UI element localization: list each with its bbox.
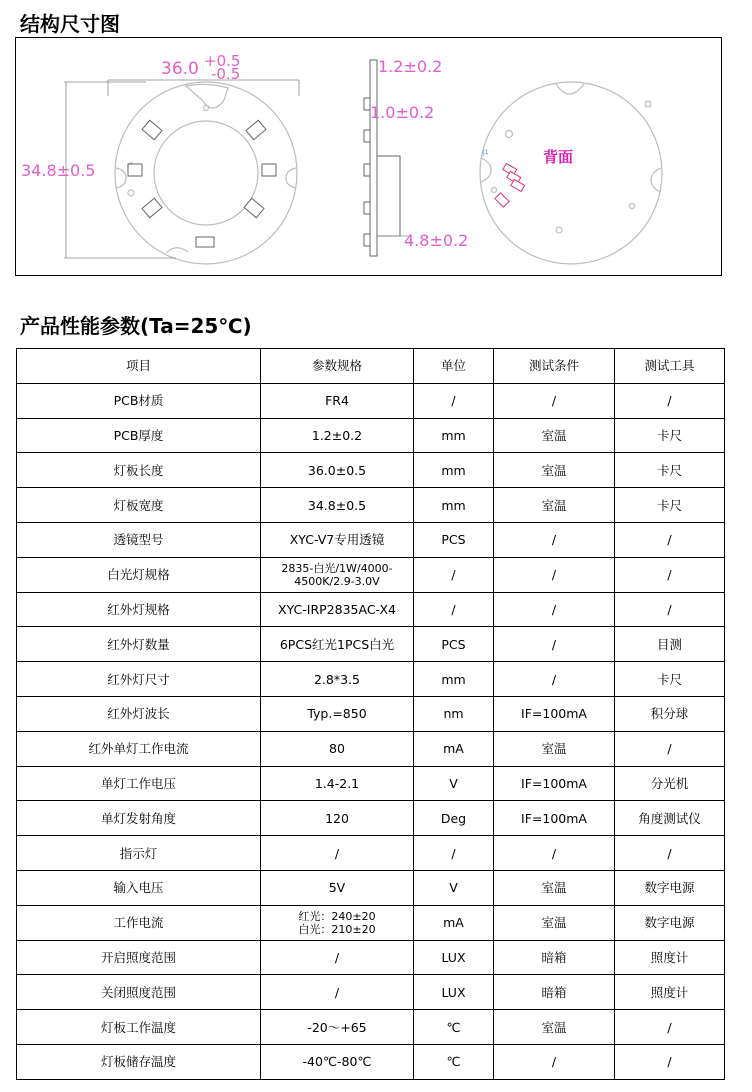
table-row bbox=[17, 801, 725, 836]
cell-spec: 34.8±0.5 bbox=[261, 488, 414, 523]
cell-test-tool: / bbox=[615, 383, 725, 418]
table-row bbox=[17, 696, 725, 731]
cell-test-condition: 室温 bbox=[494, 870, 615, 905]
cell-item: 关闭照度范围 bbox=[17, 975, 261, 1010]
cell-unit: Deg bbox=[414, 801, 494, 836]
cell-test-condition: / bbox=[494, 662, 615, 697]
cell-test-condition: 室温 bbox=[494, 453, 615, 488]
header-spec: 参数规格 bbox=[261, 349, 414, 384]
height-dimension: 34.8±0.5 bbox=[21, 161, 96, 180]
cell-spec: -40℃-80℃ bbox=[261, 1044, 414, 1079]
cell-test-tool: 卡尺 bbox=[615, 488, 725, 523]
cell-spec: 红光：240±20 白光：210±20 bbox=[261, 905, 414, 940]
header-test-condition: 测试条件 bbox=[494, 349, 615, 384]
cell-unit: / bbox=[414, 592, 494, 627]
cell-unit: ℃ bbox=[414, 1010, 494, 1045]
cell-unit: mm bbox=[414, 453, 494, 488]
cell-unit: V bbox=[414, 870, 494, 905]
cell-item: 红外灯尺寸 bbox=[17, 662, 261, 697]
cell-spec: / bbox=[261, 975, 414, 1010]
cell-unit: PCS bbox=[414, 522, 494, 557]
cell-item: 红外灯数量 bbox=[17, 627, 261, 662]
cell-item: 红外灯规格 bbox=[17, 592, 261, 627]
cell-item: 工作电流 bbox=[17, 905, 261, 940]
width-tolerance-minus: -0.5 bbox=[211, 65, 241, 83]
width-tolerance-plus: +0.5 bbox=[204, 52, 241, 70]
cell-test-condition: / bbox=[494, 836, 615, 871]
back-view-board bbox=[480, 82, 662, 264]
cell-unit: V bbox=[414, 766, 494, 801]
back-side-mark: J1 bbox=[483, 149, 489, 156]
table-row bbox=[17, 522, 725, 557]
table-row bbox=[17, 731, 725, 766]
cell-test-condition: 暗箱 bbox=[494, 975, 615, 1010]
cell-item: PCB厚度 bbox=[17, 418, 261, 453]
cell-item: 白光灯规格 bbox=[17, 557, 261, 592]
cell-test-tool: 卡尺 bbox=[615, 662, 725, 697]
cell-test-condition: / bbox=[494, 627, 615, 662]
cell-test-tool: / bbox=[615, 731, 725, 766]
cell-spec: -20～+65 bbox=[261, 1010, 414, 1045]
table-row bbox=[17, 905, 725, 940]
cell-spec: 120 bbox=[261, 801, 414, 836]
table-row bbox=[17, 870, 725, 905]
cell-unit: mA bbox=[414, 905, 494, 940]
cell-unit: LUX bbox=[414, 975, 494, 1010]
cell-test-condition: 室温 bbox=[494, 1010, 615, 1045]
cell-unit: PCS bbox=[414, 627, 494, 662]
cell-item: 灯板工作温度 bbox=[17, 1010, 261, 1045]
cell-spec: 6PCS红光1PCS白光 bbox=[261, 627, 414, 662]
cell-test-condition: / bbox=[494, 522, 615, 557]
table-row bbox=[17, 1044, 725, 1079]
table-row bbox=[17, 488, 725, 523]
cell-spec: 5V bbox=[261, 870, 414, 905]
cell-test-tool: / bbox=[615, 522, 725, 557]
table-header-row bbox=[17, 349, 725, 384]
cell-unit: mm bbox=[414, 418, 494, 453]
cell-test-condition: / bbox=[494, 557, 615, 592]
cell-test-condition: 室温 bbox=[494, 418, 615, 453]
header-test-tool: 测试工具 bbox=[615, 349, 725, 384]
cell-test-condition: / bbox=[494, 592, 615, 627]
table-row bbox=[17, 592, 725, 627]
back-view-pads bbox=[495, 163, 525, 207]
cell-spec: FR4 bbox=[261, 383, 414, 418]
cell-spec: XYC-V7专用透镜 bbox=[261, 522, 414, 557]
cell-test-condition: IF=100mA bbox=[494, 801, 615, 836]
cell-test-condition: / bbox=[494, 383, 615, 418]
cell-spec: / bbox=[261, 836, 414, 871]
cell-item: PCB材质 bbox=[17, 383, 261, 418]
cell-test-tool: 积分球 bbox=[615, 696, 725, 731]
table-row bbox=[17, 940, 725, 975]
cell-test-tool: / bbox=[615, 1044, 725, 1079]
dimension-drawing bbox=[15, 37, 722, 276]
cell-test-condition: 室温 bbox=[494, 905, 615, 940]
cell-test-condition: 室温 bbox=[494, 488, 615, 523]
table-row bbox=[17, 383, 725, 418]
back-side-label: 背面 bbox=[543, 148, 574, 166]
component-height-dimension: 4.8±0.2 bbox=[404, 231, 469, 250]
cell-test-tool: / bbox=[615, 836, 725, 871]
dimension-drawing-svg bbox=[16, 38, 723, 277]
cell-spec: 2.8*3.5 bbox=[261, 662, 414, 697]
cell-spec: 1.2±0.2 bbox=[261, 418, 414, 453]
table-row bbox=[17, 1010, 725, 1045]
led-pads bbox=[128, 120, 276, 247]
structure-section-title: 结构尺寸图 bbox=[20, 12, 120, 36]
table-row bbox=[17, 662, 725, 697]
header-item: 项目 bbox=[17, 349, 261, 384]
cell-spec: Typ.=850 bbox=[261, 696, 414, 731]
cell-test-tool: 分光机 bbox=[615, 766, 725, 801]
cell-unit: LUX bbox=[414, 940, 494, 975]
cell-item: 红外单灯工作电流 bbox=[17, 731, 261, 766]
cell-unit: mm bbox=[414, 488, 494, 523]
cell-item: 输入电压 bbox=[17, 870, 261, 905]
cell-unit: nm bbox=[414, 696, 494, 731]
table-row bbox=[17, 418, 725, 453]
cell-spec: 80 bbox=[261, 731, 414, 766]
side-view bbox=[364, 60, 408, 256]
cell-test-tool: / bbox=[615, 1010, 725, 1045]
cell-spec: 36.0±0.5 bbox=[261, 453, 414, 488]
width-dimension: 36.0 bbox=[161, 59, 199, 79]
cell-unit: / bbox=[414, 557, 494, 592]
cell-item: 透镜型号 bbox=[17, 522, 261, 557]
pcb-dimension: 1.0±0.2 bbox=[370, 103, 435, 122]
cell-spec: 1.4-2.1 bbox=[261, 766, 414, 801]
cell-test-condition: 暗箱 bbox=[494, 940, 615, 975]
cell-test-tool: 照度计 bbox=[615, 940, 725, 975]
cell-item: 灯板长度 bbox=[17, 453, 261, 488]
cell-test-tool: 数字电源 bbox=[615, 870, 725, 905]
header-unit: 单位 bbox=[414, 349, 494, 384]
params-section-title: 产品性能参数(Ta=25℃) bbox=[20, 314, 252, 338]
cell-test-tool: 卡尺 bbox=[615, 453, 725, 488]
cell-spec: / bbox=[261, 940, 414, 975]
thickness-dimension: 1.2±0.2 bbox=[378, 57, 443, 76]
table-row bbox=[17, 975, 725, 1010]
cell-item: 单灯工作电压 bbox=[17, 766, 261, 801]
table-row bbox=[17, 836, 725, 871]
cell-item: 灯板宽度 bbox=[17, 488, 261, 523]
cell-test-tool: 照度计 bbox=[615, 975, 725, 1010]
cell-unit: mA bbox=[414, 731, 494, 766]
cell-item: 开启照度范围 bbox=[17, 940, 261, 975]
cell-test-tool: 卡尺 bbox=[615, 418, 725, 453]
cell-unit: / bbox=[414, 383, 494, 418]
cell-test-tool: 目测 bbox=[615, 627, 725, 662]
cell-test-condition: 室温 bbox=[494, 731, 615, 766]
cell-unit: ℃ bbox=[414, 1044, 494, 1079]
performance-parameters-table bbox=[16, 348, 725, 1080]
cell-test-tool: 角度测试仪 bbox=[615, 801, 725, 836]
cell-unit: mm bbox=[414, 662, 494, 697]
cell-spec: XYC-IRP2835AC-X4 bbox=[261, 592, 414, 627]
cell-item: 指示灯 bbox=[17, 836, 261, 871]
cell-item: 红外灯波长 bbox=[17, 696, 261, 731]
cell-spec: 2835-白光/1W/4000-4500K/2.9-3.0V bbox=[261, 557, 414, 592]
cell-item: 单灯发射角度 bbox=[17, 801, 261, 836]
table-row bbox=[17, 766, 725, 801]
cell-test-condition: / bbox=[494, 1044, 615, 1079]
cell-test-tool: / bbox=[615, 592, 725, 627]
table-row bbox=[17, 557, 725, 592]
table-body bbox=[17, 383, 725, 1079]
cell-item: 灯板储存温度 bbox=[17, 1044, 261, 1079]
cell-test-condition: IF=100mA bbox=[494, 696, 615, 731]
table-row bbox=[17, 627, 725, 662]
cell-test-tool: 数字电源 bbox=[615, 905, 725, 940]
cell-test-tool: / bbox=[615, 557, 725, 592]
cell-test-condition: IF=100mA bbox=[494, 766, 615, 801]
cell-unit: / bbox=[414, 836, 494, 871]
table-row bbox=[17, 453, 725, 488]
